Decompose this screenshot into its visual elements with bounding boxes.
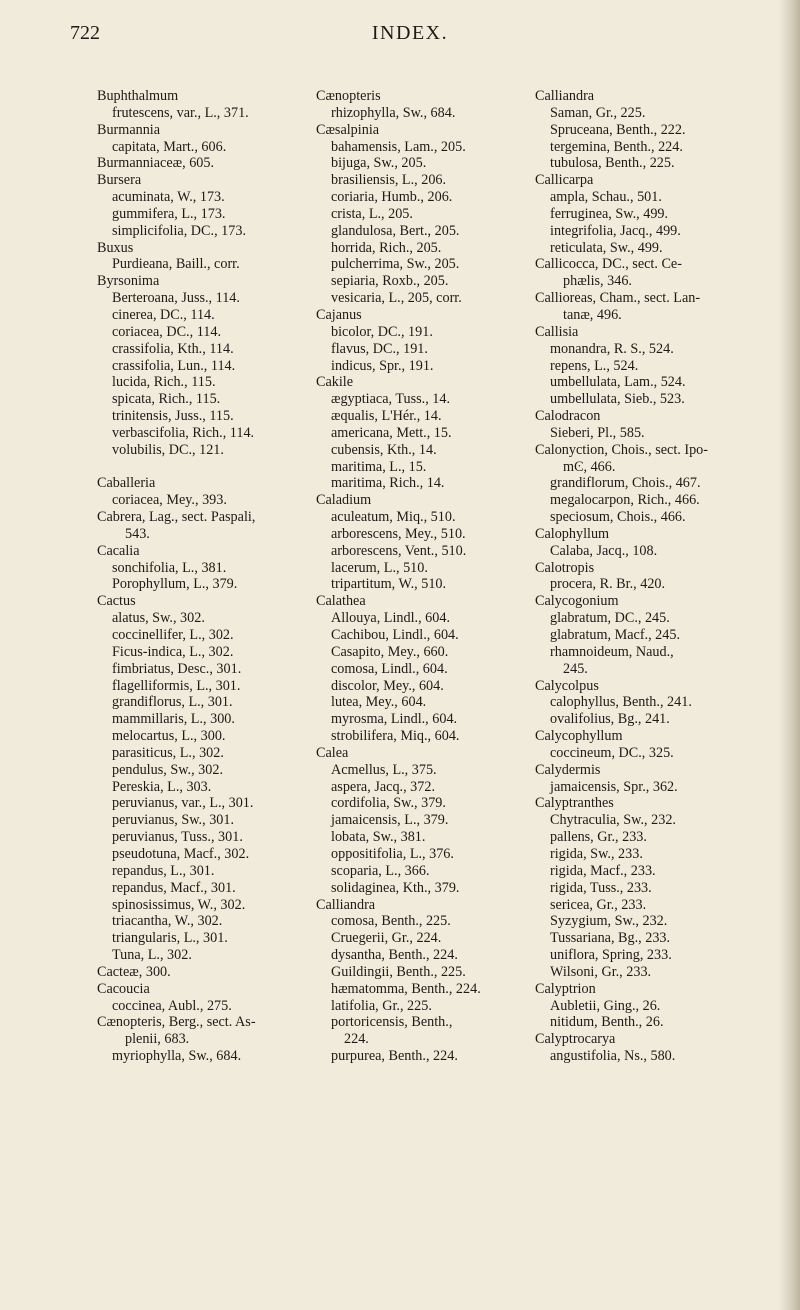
index-heading: Calotropis — [535, 559, 595, 576]
index-entry: Acmellus, L., 375. — [331, 761, 437, 778]
index-heading: Calyptrion — [535, 980, 596, 997]
index-entry: 543. — [125, 525, 150, 542]
index-entry: capitata, Mart., 606. — [112, 138, 227, 155]
index-entry: volubilis, DC., 121. — [112, 441, 224, 458]
index-heading: Burmannia — [97, 121, 161, 138]
index-entry: parasiticus, L., 302. — [112, 744, 224, 761]
index-entry: ægyptiaca, Tuss., 14. — [331, 391, 451, 408]
index-entry: maritima, L., 15. — [331, 458, 427, 475]
index-entry: Cachibou, Lindl., 604. — [331, 627, 459, 643]
index-entry: frutescens, var., L., 371. — [112, 104, 249, 121]
index-entry: calophyllus, Benth., 241. — [550, 694, 692, 711]
index-heading: Cænopteris, Berg., sect. As- — [97, 1014, 256, 1031]
index-entry: americana, Mett., 15. — [331, 424, 452, 441]
index-entry: rhamnoideum, Naud., — [550, 643, 674, 660]
index-entry: glandulosa, Bert., 205. — [331, 222, 460, 239]
index-entry: tripartitum, W., 510. — [331, 576, 447, 593]
index-heading: Cakile — [316, 374, 354, 391]
page-edge-shadow — [778, 0, 800, 1310]
index-entry: coccinea, Aubl., 275. — [112, 997, 232, 1014]
index-heading: Callioreas, Cham., sect. Lan- — [535, 290, 701, 307]
index-heading: Burmanniaceæ, 605. — [97, 155, 215, 172]
index-entry: Chytraculia, Sw., 232. — [550, 812, 676, 829]
index-entry: ovalifolius, Bg., 241. — [550, 711, 670, 728]
index-entry: purpurea, Benth., 224. — [331, 1048, 458, 1065]
index-entry: Sieberi, Pl., 585. — [550, 424, 645, 441]
index-entry: triangularis, L., 301. — [112, 930, 228, 947]
index-entry: glabratum, Macf., 245. — [550, 627, 681, 643]
index-entry: arborescens, Vent., 510. — [331, 542, 467, 559]
index-heading: Buphthalmum — [97, 88, 179, 104]
index-entry: plenii, 683. — [125, 1031, 190, 1048]
index-entry: maritima, Rich., 14. — [331, 475, 445, 492]
index-entry: sericea, Gr., 233. — [550, 896, 647, 913]
index-entry: coriacea, Mey., 393. — [112, 492, 227, 509]
index-entry: Pereskia, L., 303. — [112, 778, 212, 795]
index-entry: bahamensis, Lam., 205. — [331, 138, 466, 155]
index-column-2 — [316, 88, 516, 1065]
index-entry: rigida, Macf., 233. — [550, 862, 656, 879]
index-entry: 224. — [344, 1031, 369, 1048]
index-entry: gummifera, L., 173. — [112, 205, 226, 222]
index-entry: solidaginea, Kth., 379. — [331, 879, 460, 896]
index-entry: simplicifolia, DC., 173. — [112, 222, 246, 239]
index-entry: jamaicensis, L., 379. — [331, 812, 449, 829]
index-entry: comosa, Benth., 225. — [331, 913, 451, 930]
index-entry: horrida, Rich., 205. — [331, 239, 442, 256]
index-entry: indicus, Spr., 191. — [331, 357, 434, 374]
index-heading: Calea — [316, 744, 349, 761]
index-heading: Calonyction, Chois., sect. Ipo- — [535, 441, 708, 458]
index-heading: Callisia — [535, 323, 579, 340]
index-entry: uniflora, Spring, 233. — [550, 947, 672, 964]
index-entry: umbellulata, Lam., 524. — [550, 374, 686, 391]
index-entry: dysantha, Benth., 224. — [331, 947, 458, 964]
index-entry: reticulata, Sw., 499. — [550, 239, 663, 256]
index-heading: Cacteæ, 300. — [97, 963, 171, 980]
index-entry: spinosissimus, W., 302. — [112, 896, 246, 913]
index-entry: nitidum, Benth., 26. — [550, 1014, 664, 1031]
index-entry: peruvianus, Tuss., 301. — [112, 829, 243, 846]
index-entry: Ficus-indica, L., 302. — [112, 643, 234, 660]
index-heading: Calydermis — [535, 761, 601, 778]
index-entry: scoparia, L., 366. — [331, 862, 430, 879]
index-entry: vesicaria, L., 205, corr. — [331, 290, 462, 307]
index-entry: Calaba, Jacq., 108. — [550, 542, 658, 559]
index-entry: portoricensis, Benth., — [331, 1014, 453, 1031]
index-entry: coccineum, DC., 325. — [550, 744, 674, 761]
index-entry: Tussariana, Bg., 233. — [550, 930, 671, 947]
index-entry: grandiflorum, Chois., 467. — [550, 475, 701, 492]
index-entry: Spruceana, Benth., 222. — [550, 121, 686, 138]
index-heading: Cajanus — [316, 306, 362, 323]
index-entry: myriophylla, Sw., 684. — [112, 1048, 242, 1065]
index-entry: coccinellifer, L., 302. — [112, 627, 234, 643]
index-entry: spicata, Rich., 115. — [112, 391, 221, 408]
index-entry: sepiaria, Roxb., 205. — [331, 273, 449, 290]
index-entry: speciosum, Chois., 466. — [550, 509, 686, 526]
index-entry: trinitensis, Juss., 115. — [112, 408, 234, 425]
index-entry: aspera, Jacq., 372. — [331, 778, 436, 795]
index-entry: jamaicensis, Spr., 362. — [550, 778, 678, 795]
index-entry: pendulus, Sw., 302. — [112, 761, 224, 778]
index-entry: Tuna, L., 302. — [112, 947, 192, 964]
index-entry: tergemina, Benth., 224. — [550, 138, 683, 155]
index-entry: Wilsoni, Gr., 233. — [550, 963, 652, 980]
index-heading: Buxus — [97, 239, 134, 256]
index-entry: repandus, Macf., 301. — [112, 879, 236, 896]
index-heading: Calycogonium — [535, 593, 619, 610]
index-heading: Cæsalpinia — [316, 121, 380, 138]
index-heading: Callicocca, DC., sect. Ce- — [535, 256, 682, 273]
index-entry: acuminata, W., 173. — [112, 189, 225, 206]
index-heading: Calliandra — [535, 88, 595, 104]
index-entry: Berteroana, Juss., 114. — [112, 290, 240, 307]
page-header — [70, 22, 750, 50]
index-entry: Purdieana, Baill., corr. — [112, 256, 240, 273]
index-entry: grandiflorus, L., 301. — [112, 694, 233, 711]
index-entry: procera, R. Br., 420. — [550, 576, 666, 593]
index-heading: Calycophyllum — [535, 728, 623, 745]
index-entry: pseudotuna, Macf., 302. — [112, 845, 250, 862]
index-entry: pallens, Gr., 233. — [550, 829, 647, 846]
index-entry: integrifolia, Jacq., 499. — [550, 222, 681, 239]
index-entry: glabratum, DC., 245. — [550, 610, 670, 627]
index-entry: hæmatomma, Benth., 224. — [331, 980, 481, 997]
index-entry: lacerum, L., 510. — [331, 559, 428, 576]
index-entry: melocartus, L., 300. — [112, 728, 226, 745]
index-entry: rigida, Sw., 233. — [550, 845, 643, 862]
index-entry: Porophyllum, L., 379. — [112, 576, 238, 593]
index-entry: crista, L., 205. — [331, 205, 413, 222]
index-entry: bicolor, DC., 191. — [331, 323, 433, 340]
index-entry: crassifolia, Lun., 114. — [112, 357, 236, 374]
index-entry: phælis, 346. — [563, 273, 632, 290]
index-entry: Syzygium, Sw., 232. — [550, 913, 668, 930]
index-entry: 245. — [563, 660, 588, 677]
index-heading: Cactus — [97, 593, 136, 610]
index-entry: cordifolia, Sw., 379. — [331, 795, 446, 812]
index-heading: Calodracon — [535, 408, 601, 425]
index-entry: Aubletii, Ging., 26. — [550, 997, 661, 1014]
index-entry: arborescens, Mey., 510. — [331, 525, 466, 542]
index-entry: ampla, Schau., 501. — [550, 189, 662, 206]
index-heading: Calyptrocarya — [535, 1031, 616, 1048]
index-column-1 — [97, 88, 297, 1065]
index-entry: rigida, Tuss., 233. — [550, 879, 652, 896]
index-entry: alatus, Sw., 302. — [112, 610, 205, 627]
index-entry: angustifolia, Ns., 580. — [550, 1048, 676, 1065]
index-entry: oppositifolia, L., 376. — [331, 845, 454, 862]
index-entry: peruvianus, Sw., 301. — [112, 812, 235, 829]
index-entry: mϾ, 466. — [563, 458, 616, 475]
index-entry: comosa, Lindl., 604. — [331, 660, 448, 677]
index-heading: Calyptranthes — [535, 795, 614, 812]
blank-line — [97, 459, 297, 476]
index-entry: brasiliensis, L., 206. — [331, 172, 447, 189]
index-heading: Callicarpa — [535, 172, 594, 189]
index-entry: ferruginea, Sw., 499. — [550, 205, 669, 222]
index-entry: verbascifolia, Rich., 114. — [112, 424, 255, 441]
index-entry: umbellulata, Sieb., 523. — [550, 391, 685, 408]
index-heading: Bursera — [97, 172, 142, 189]
index-entry: peruvianus, var., L., 301. — [112, 795, 254, 812]
index-entry: sonchifolia, L., 381. — [112, 559, 227, 576]
index-entry: discolor, Mey., 604. — [331, 677, 444, 694]
index-entry: strobilifera, Miq., 604. — [331, 728, 460, 745]
index-entry: repens, L., 524. — [550, 357, 639, 374]
index-heading: Calathea — [316, 593, 366, 610]
index-entry: monandra, R. S., 524. — [550, 340, 674, 357]
index-entry: aculeatum, Miq., 510. — [331, 509, 456, 526]
index-entry: æqualis, L'Hér., 14. — [331, 408, 442, 425]
index-entry: bijuga, Sw., 205. — [331, 155, 427, 172]
index-entry: myrosma, Lindl., 604. — [331, 711, 458, 728]
index-entry: coriacea, DC., 114. — [112, 323, 221, 340]
index-entry: lutea, Mey., 604. — [331, 694, 427, 711]
index-entry: crassifolia, Kth., 114. — [112, 340, 234, 357]
index-entry: cinerea, DC., 114. — [112, 306, 215, 323]
index-heading: Byrsonima — [97, 273, 160, 290]
running-head: INDEX. — [371, 22, 449, 44]
index-entry: rhizophylla, Sw., 684. — [331, 104, 456, 121]
index-entry: triacantha, W., 302. — [112, 913, 223, 930]
index-entry: pulcherrima, Sw., 205. — [331, 256, 460, 273]
index-heading: Caballeria — [97, 475, 156, 492]
index-heading: Cabrera, Lag., sect. Paspali, — [97, 509, 256, 526]
index-entry: Cruegerii, Gr., 224. — [331, 930, 442, 947]
index-entry: tubulosa, Benth., 225. — [550, 155, 675, 172]
index-entry: lobata, Sw., 381. — [331, 829, 426, 846]
index-column-3 — [535, 88, 735, 1065]
index-heading: Calophyllum — [535, 525, 610, 542]
index-entry: cubensis, Kth., 14. — [331, 441, 437, 458]
index-entry: repandus, L., 301. — [112, 862, 215, 879]
index-entry: flavus, DC., 191. — [331, 340, 428, 357]
index-entry: latifolia, Gr., 225. — [331, 997, 432, 1014]
index-entry: Allouya, Lindl., 604. — [331, 610, 451, 627]
index-entry: Casapito, Mey., 660. — [331, 643, 449, 660]
index-heading: Calliandra — [316, 896, 376, 913]
index-entry: mammillaris, L., 300. — [112, 711, 235, 728]
index-heading: Cænopteris — [316, 88, 381, 104]
index-entry: Guildingii, Benth., 225. — [331, 963, 466, 980]
index-entry: megalocarpon, Rich., 466. — [550, 492, 700, 509]
index-entry: lucida, Rich., 115. — [112, 374, 216, 391]
index-heading: Cacalia — [97, 542, 140, 559]
index-heading: Calycolpus — [535, 677, 599, 694]
index-heading: Cacoucia — [97, 980, 150, 997]
index-entry: coriaria, Humb., 206. — [331, 189, 453, 206]
page-number: 722 — [70, 22, 100, 44]
index-entry: Saman, Gr., 225. — [550, 104, 646, 121]
index-entry: tanæ, 496. — [563, 306, 622, 323]
index-heading: Caladium — [316, 492, 372, 509]
index-entry: fimbriatus, Desc., 301. — [112, 660, 242, 677]
index-entry: flagelliformis, L., 301. — [112, 677, 241, 694]
